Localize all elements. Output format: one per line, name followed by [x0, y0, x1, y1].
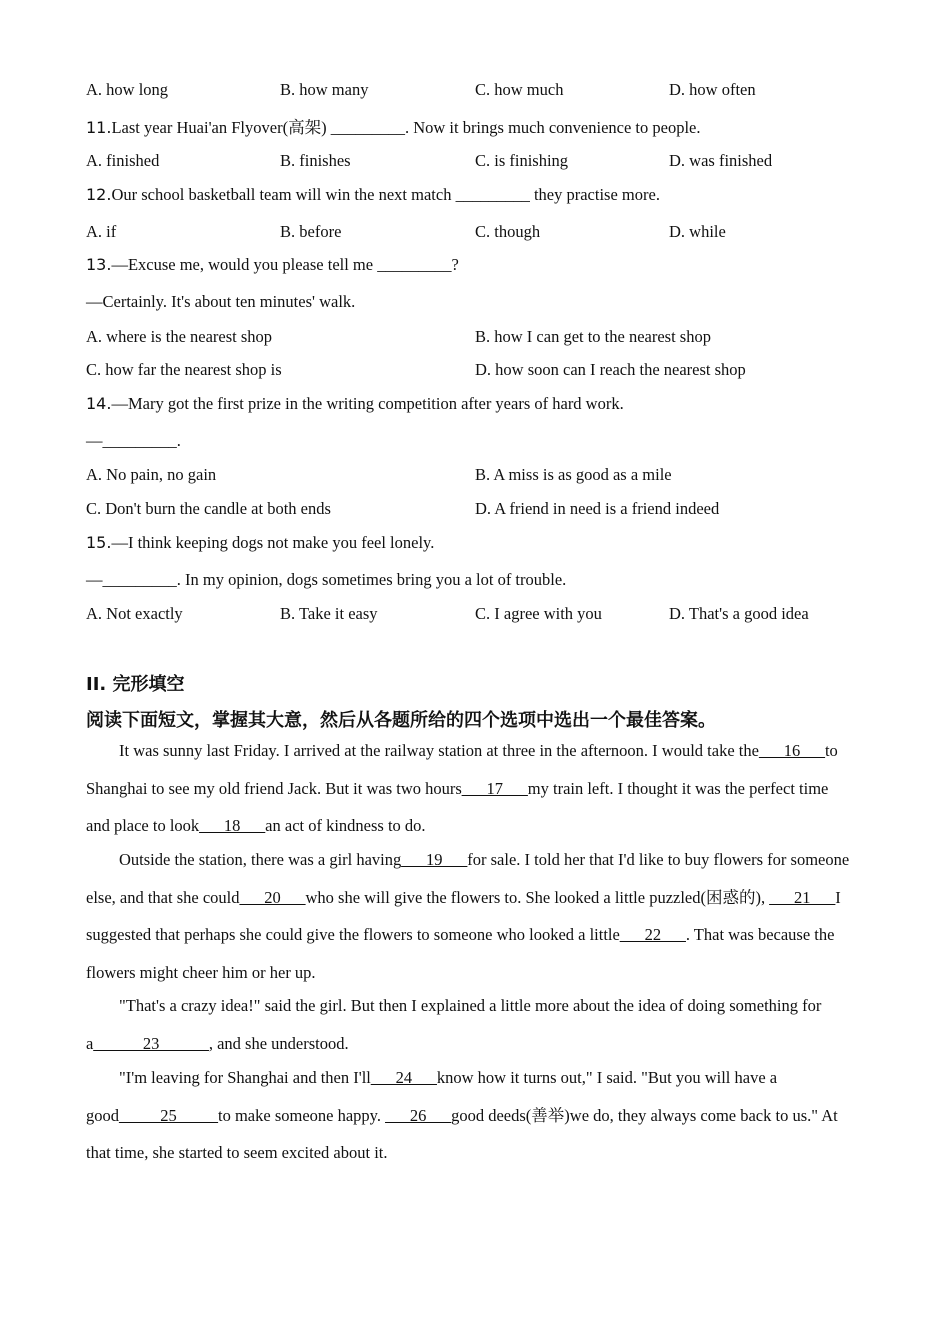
section-title: II. 完形填空 [86, 674, 185, 695]
q14-text: —Mary got the first prize in the writing competition after years of hard work. [111, 394, 624, 413]
q11-option-a[interactable]: A. finished [86, 151, 160, 170]
p4-text: good deeds(善举)we do, they always come back to us." At [451, 1105, 838, 1125]
p1-text: my train left. I thought it was the perfect time [527, 778, 829, 798]
q12-option-a[interactable]: A. if [86, 222, 117, 241]
q14-option-d[interactable]: D. A friend in need is a friend indeed [475, 499, 720, 518]
q12-option-c[interactable]: C. though [475, 222, 541, 241]
q13-option-d[interactable]: D. how soon can I reach the nearest shop [475, 360, 746, 379]
passage-paragraph-3 [86, 987, 866, 1062]
passage-paragraph-1 [86, 732, 866, 845]
p2-text: else, and that she could [86, 887, 240, 907]
p1-text: an act of kindness to do. [265, 816, 426, 835]
q13-reply: —Certainly. It's about ten minutes' walk. [86, 292, 356, 311]
p2-text: Outside the station, there was a girl having [119, 850, 402, 869]
q15-stem [86, 533, 866, 553]
p4-line-2 [86, 1097, 866, 1135]
q15-reply: —_________. In my opinion, dogs sometimes bring you a lot of trouble. [86, 570, 567, 589]
p4-text: good [86, 1105, 119, 1125]
q11-option-c[interactable]: C. is finishing [475, 151, 569, 170]
p2-text: suggested that perhaps she could give the flowers to someone who looked a little [86, 925, 620, 944]
p3-line-1: "That's a crazy idea!" said the girl. But then I explained a little more about the idea of doing something for [119, 996, 822, 1015]
q13-option-c[interactable]: C. how far the nearest shop is [86, 360, 282, 379]
blank-24[interactable]: ___24___ [370, 1068, 437, 1087]
q11-option-d[interactable]: D. was finished [669, 151, 773, 170]
p2-line-3 [86, 916, 866, 954]
p3-line-2 [86, 1025, 866, 1063]
q11-number: 11. [86, 118, 112, 137]
p4-text: to make someone happy. [218, 1105, 386, 1125]
p4-line-1 [86, 1059, 866, 1097]
p1-text: Shanghai to see my old friend Jack. But it was two hours [86, 778, 462, 798]
q14-option-c[interactable]: C. Don't burn the candle at both ends [86, 499, 331, 518]
q13-option-a[interactable]: A. where is the nearest shop [86, 327, 273, 346]
q10-option-c[interactable]: C. how much [475, 80, 564, 99]
p3-text: , and she understood. [208, 1033, 349, 1053]
q14-option-a[interactable]: A. No pain, no gain [86, 465, 217, 484]
p2-text: who she will give the flowers to. She looked a little puzzled(困惑的), [305, 887, 770, 907]
q12-option-b[interactable]: B. before [280, 222, 342, 241]
p2-text: I [835, 887, 841, 907]
blank-25[interactable]: _____25_____ [119, 1105, 218, 1125]
q11-text: Last year Huai'an Flyover(高架) _________. Now it brings much convenience to people. [111, 118, 701, 137]
q11-option-b[interactable]: B. finishes [280, 151, 351, 170]
q10-option-b[interactable]: B. how many [280, 80, 369, 99]
section-instruction: 阅读下面短文，掌握其大意，然后从各题所给的四个选项中选出一个最佳答案。 [86, 710, 716, 731]
q15-text: —I think keeping dogs not make you feel lonely. [111, 533, 435, 552]
blank-26[interactable]: ___26___ [385, 1105, 452, 1125]
q15-option-d[interactable]: D. That's a good idea [669, 604, 809, 623]
q14-stem [86, 394, 866, 414]
blank-17[interactable]: ___17___ [461, 778, 528, 798]
p2-line-2 [86, 879, 866, 917]
q14-reply: —_________. [86, 431, 181, 450]
q13-number: 13. [86, 255, 112, 274]
q13-option-b[interactable]: B. how I can get to the nearest shop [475, 327, 711, 346]
p1-line-3 [86, 807, 866, 845]
q13-stem [86, 255, 866, 275]
p1-line-1 [86, 732, 866, 770]
q12-text: Our school basketball team will win the next match _________ they practise more. [111, 185, 660, 204]
q12-number: 12. [86, 185, 112, 204]
p1-text: and place to look [86, 816, 200, 835]
q15-option-a[interactable]: A. Not exactly [86, 604, 183, 623]
blank-21[interactable]: ___21___ [769, 887, 836, 907]
q12-option-d[interactable]: D. while [669, 222, 726, 241]
q10-option-d[interactable]: D. how often [669, 80, 756, 99]
q13-text: —Excuse me, would you please tell me _________? [111, 255, 459, 274]
p2-text: for sale. I told her that I'd like to buy flowers for someone [467, 850, 850, 869]
q14-number: 14. [86, 394, 112, 413]
q10-option-a[interactable]: A. how long [86, 80, 169, 99]
q15-option-c[interactable]: C. I agree with you [475, 604, 602, 623]
blank-23[interactable]: ______23______ [93, 1033, 209, 1053]
p1-text: to [824, 741, 838, 760]
q12-stem [86, 185, 866, 205]
blank-22[interactable]: ___22___ [619, 925, 686, 944]
q14-option-b[interactable]: B. A miss is as good as a mile [475, 465, 672, 484]
p2-line-1 [86, 841, 866, 879]
q11-stem [86, 114, 866, 138]
p4-text: know how it turns out," I said. "But you will have a [436, 1068, 778, 1087]
q15-number: 15. [86, 533, 112, 552]
p1-text: It was sunny last Friday. I arrived at the railway station at three in the afternoon. I would take the [119, 741, 759, 760]
blank-19[interactable]: ___19___ [401, 850, 468, 869]
q15-option-b[interactable]: B. Take it easy [280, 604, 378, 623]
p3-text: a [86, 1033, 94, 1053]
passage-paragraph-4 [86, 1059, 866, 1172]
p1-line-2 [86, 770, 866, 808]
p2-line-4: flowers might cheer him or her up. [86, 962, 316, 982]
p2-text: . That was because the [685, 925, 835, 944]
blank-20[interactable]: ___20___ [239, 887, 306, 907]
blank-18[interactable]: ___18___ [199, 816, 266, 835]
p4-text: "I'm leaving for Shanghai and then I'll [119, 1068, 371, 1087]
passage-paragraph-2 [86, 841, 866, 991]
p4-line-3: that time, she started to seem excited about it. [86, 1143, 388, 1162]
blank-16[interactable]: ___16___ [758, 741, 825, 760]
